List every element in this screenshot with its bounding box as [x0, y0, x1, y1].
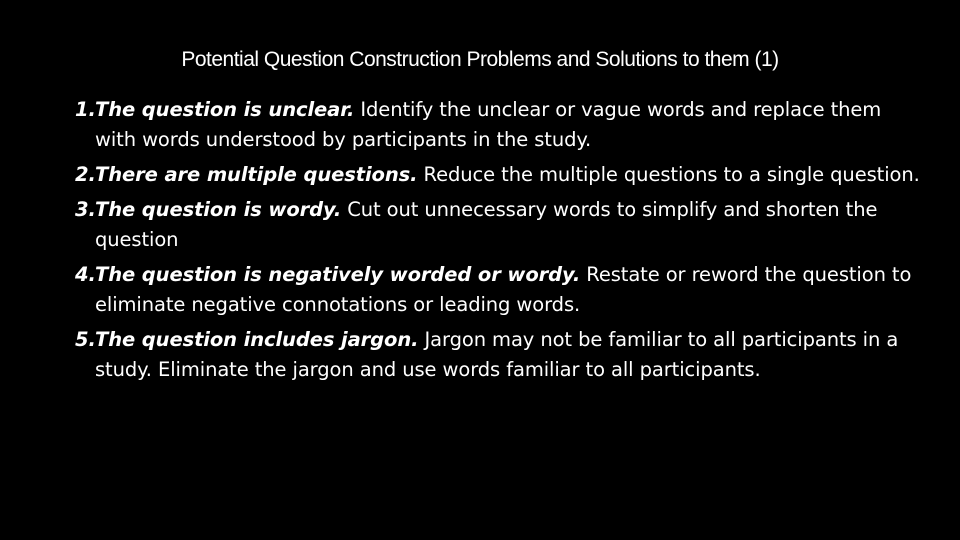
- slide-title: Potential Question Construction Problems and Solutions to them (1): [181, 48, 779, 71]
- item-number: 1.: [75, 98, 96, 121]
- list-item: [75, 95, 920, 155]
- item-number: 5.: [75, 328, 96, 351]
- item-solution: Identify the unclear or vague words and replace them with words understood by participants in the study.: [95, 98, 882, 151]
- item-problem: The question is wordy.: [95, 198, 342, 221]
- item-number: 3.: [75, 198, 96, 221]
- item-number: 2.: [75, 163, 96, 186]
- item-problem: There are multiple questions.: [95, 163, 418, 186]
- item-solution: Jargon may not be familiar to all participants in a study. Eliminate the jargon and use words familiar to all participants.: [95, 328, 899, 381]
- item-number: 4.: [75, 263, 96, 286]
- item-solution: Restate or reword the question to eliminate negative connotations or leading words.: [95, 263, 912, 316]
- list-item: [75, 260, 920, 320]
- list-item: [75, 160, 920, 190]
- list-item: [75, 325, 920, 385]
- list-item: [75, 195, 920, 255]
- item-problem: The question is negatively worded or wordy.: [95, 263, 581, 286]
- item-problem: The question is unclear.: [95, 98, 355, 121]
- item-solution: Cut out unnecessary words to simplify and shorten the question: [95, 198, 878, 251]
- problem-list: [75, 95, 920, 390]
- item-solution: Reduce the multiple questions to a single question.: [417, 163, 920, 186]
- item-problem: The question includes jargon.: [95, 328, 419, 351]
